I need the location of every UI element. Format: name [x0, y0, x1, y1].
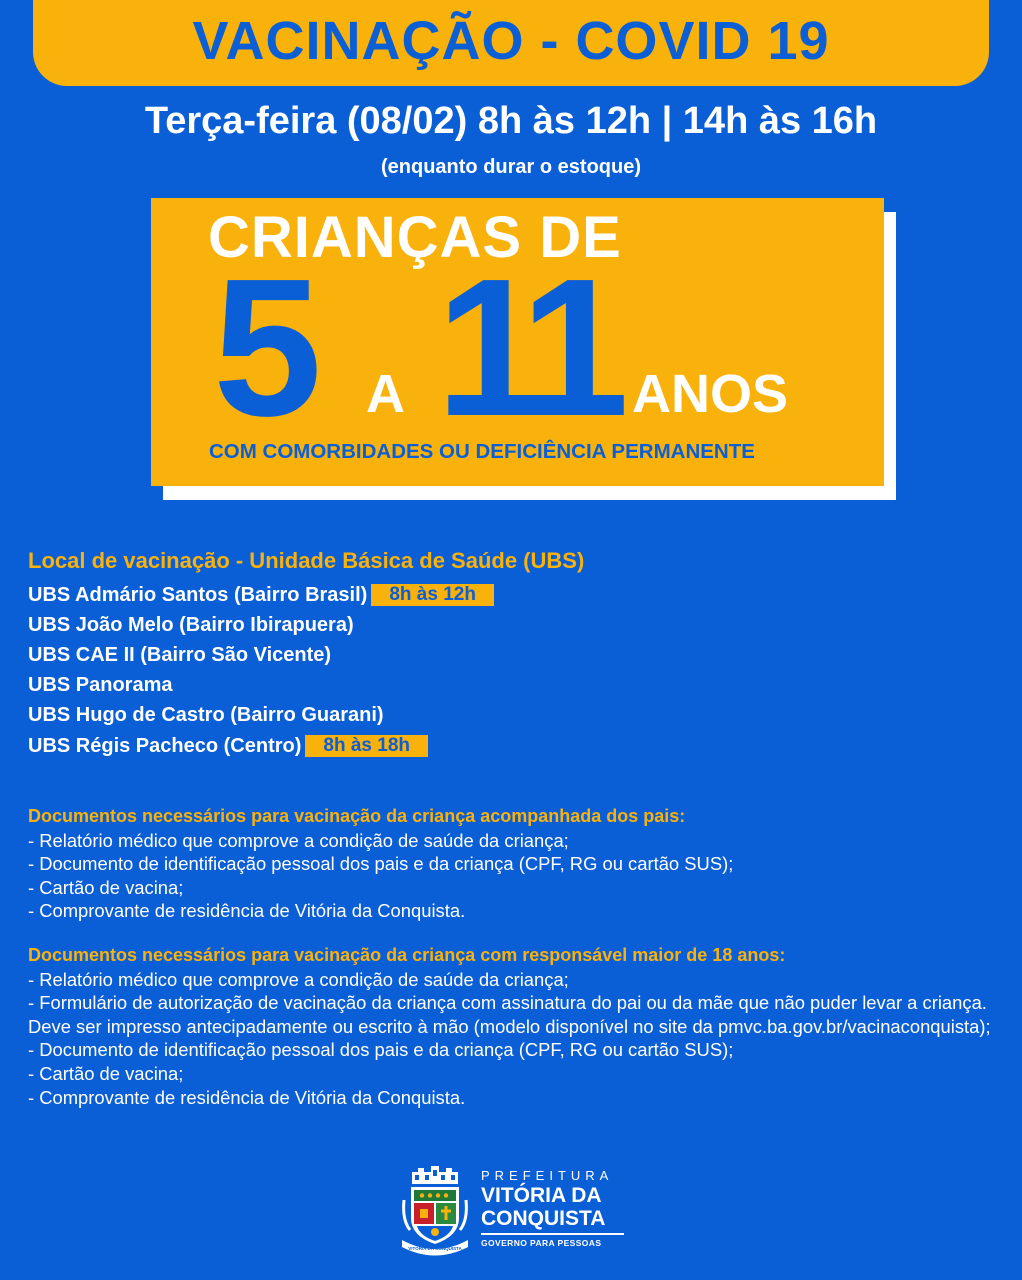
list-item: - Cartão de vacina;: [28, 1062, 184, 1084]
age-to: 11: [436, 238, 616, 457]
logo-wordmark: [481, 1168, 641, 1248]
age-group-heading: CRIANÇAS DE: [208, 205, 622, 270]
location-name: UBS Panorama: [28, 674, 173, 697]
documents-parents-heading: Documentos necessários para vacinação da criança acompanhada dos pais:: [28, 806, 686, 826]
schedule-line: Terça-feira (08/02) 8h às 12h | 14h às 16h: [144, 100, 878, 142]
logo-prefix: PREFEITURA: [481, 1168, 614, 1183]
age-connector: A: [366, 364, 405, 424]
hours-badge: 8h às 12h: [371, 584, 494, 606]
location-name: UBS CAE II (Bairro São Vicente): [28, 643, 332, 666]
city-crest-icon: [400, 1160, 470, 1256]
list-item: [28, 731, 494, 761]
logo-tagline: GOVERNO PARA PESSOAS: [481, 1237, 602, 1248]
age-group-card: [151, 198, 884, 486]
list-item: [28, 701, 494, 731]
list-item: [28, 580, 494, 610]
list-item: [28, 610, 494, 640]
location-name: UBS Régis Pacheco (Centro): [28, 734, 302, 757]
list-item: - Relatório médico que comprove a condição de saúde da criança;: [28, 829, 569, 851]
location-name: UBS Admário Santos (Bairro Brasil): [28, 583, 368, 606]
list-item: - Documento de identificação pessoal dos pais e da criança (CPF, RG ou cartão SUS);: [28, 1039, 734, 1061]
locations-heading: Local de vacinação - Unidade Básica de Saúde (UBS): [28, 548, 585, 573]
list-item: - Comprovante de residência de Vitória da Conquista.: [28, 900, 466, 922]
list-item: - Comprovante de residência de Vitória da Conquista.: [28, 1086, 466, 1108]
documents-guardian-list: [28, 968, 1003, 1110]
page-title: VACINAÇÃO - COVID 19: [192, 11, 830, 71]
location-name: UBS Hugo de Castro (Bairro Guarani): [28, 704, 384, 727]
eligibility-subtitle: COM COMORBIDADES OU DEFICIÊNCIA PERMANENTE: [209, 440, 755, 463]
location-name: UBS João Melo (Bairro Ibirapuera): [28, 613, 354, 636]
list-item: - Relatório médico que comprove a condição de saúde da criança;: [28, 968, 569, 990]
logo-divider: [481, 1233, 624, 1235]
list-item: [28, 671, 494, 701]
stock-note: (enquanto durar o estoque): [381, 156, 641, 178]
list-item: - Cartão de vacina;: [28, 876, 184, 898]
documents-parents-list: [28, 829, 1003, 923]
logo-name-line1: VITÓRIA DA: [481, 1184, 602, 1207]
documents-guardian-heading: Documentos necessários para vacinação da criança com responsável maior de 18 anos:: [28, 945, 786, 965]
documents-parents-section: [28, 805, 1003, 923]
list-item: [28, 640, 494, 670]
crest-ribbon-text: VITÓRIA DA CONQUISTA: [408, 1246, 462, 1251]
hours-badge: 8h às 18h: [305, 735, 428, 757]
list-item: - Documento de identificação pessoal dos pais e da criança (CPF, RG ou cartão SUS);: [28, 853, 734, 875]
age-from: 5: [213, 238, 323, 457]
documents-guardian-section: [28, 944, 1003, 1109]
logo-name-line2: CONQUISTA: [481, 1207, 606, 1230]
locations-list: [28, 580, 494, 761]
title-banner: [33, 0, 989, 86]
list-item: - Formulário de autorização de vacinação da criança com assinatura do pai ou da mãe que não puder levar a criança. Deve ser impresso antecipadamente ou escrito à mão (modelo disponível no site da pmvc.ba.gov.br/vacinaconquista);: [28, 992, 991, 1037]
age-unit: ANOS: [632, 364, 789, 424]
prefeitura-logo: [400, 1160, 640, 1260]
